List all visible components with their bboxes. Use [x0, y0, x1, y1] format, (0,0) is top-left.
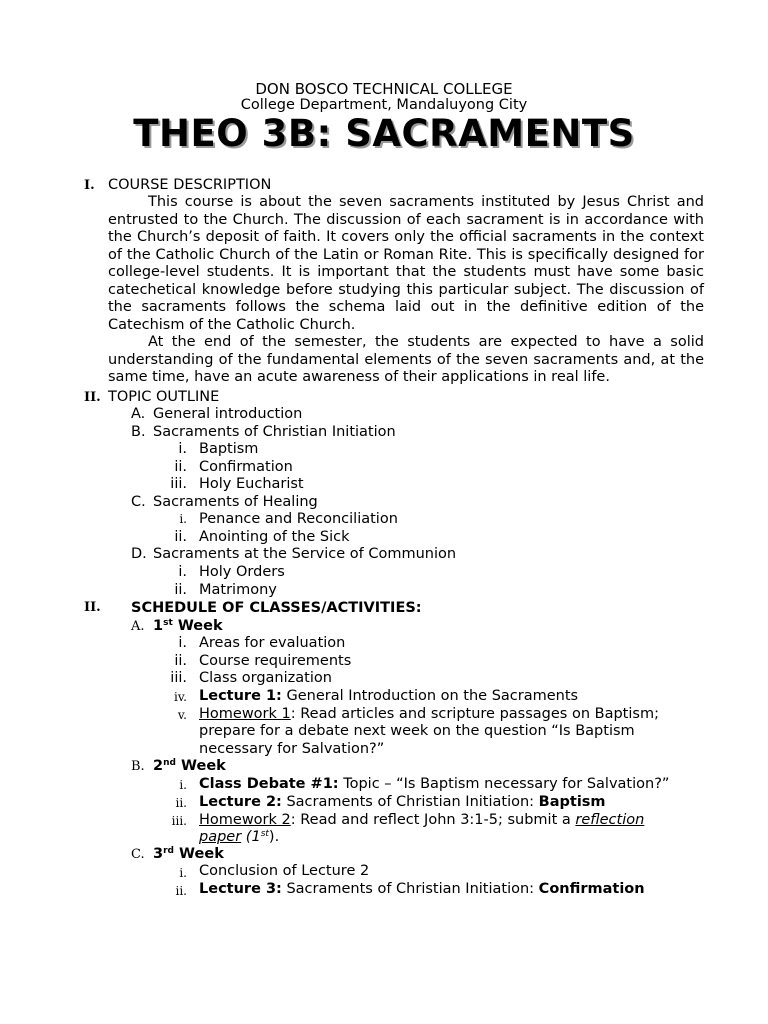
week-heading — [153, 617, 223, 635]
week-letter: A. — [131, 619, 145, 634]
institution-name: DON BOSCO TECHNICAL COLLEGE — [255, 80, 513, 98]
schedule-item-continued: prepare for a debate next week on the question “Is Baptism — [199, 723, 635, 739]
item-numeral: ii. — [174, 653, 187, 669]
week-label: Week — [177, 618, 223, 634]
outline-subitem: Baptism — [199, 441, 259, 458]
homework-text: : Read articles and scripture passages on Baptism; — [290, 706, 659, 722]
week-number: 2 — [153, 758, 164, 774]
homework-text: : Read and reflect John 3:1-5; submit a — [290, 812, 576, 828]
outline-item: Sacraments of Healing — [153, 493, 318, 510]
schedule-item: Areas for evaluation — [199, 635, 346, 651]
reflection-link: paper — [199, 829, 242, 845]
course-description — [108, 194, 704, 387]
department-name: College Department, Mandaluyong City — [240, 97, 528, 113]
item-numeral: v. — [177, 708, 187, 722]
section-numeral: I. — [84, 178, 95, 193]
schedule-item-continued — [199, 828, 279, 846]
lecture-label: Lecture 2: — [199, 794, 282, 810]
item-numeral: iv. — [173, 690, 187, 704]
description-paragraph: At the end of the semester, the students are expected to have a solid understanding of the fundamental elements of the seven sacraments and, at the same time, have an acute awareness of their applications in real life. — [108, 334, 704, 385]
schedule-item-continued: necessary for Salvation?” — [199, 741, 385, 757]
lecture-label: Lecture 3: — [199, 881, 282, 897]
section-heading: SCHEDULE OF CLASSES/ACTIVITIES: — [131, 600, 422, 616]
section-heading: TOPIC OUTLINE — [108, 389, 220, 405]
lecture-topic: Confirmation — [538, 881, 645, 897]
outline-numeral: ii. — [174, 581, 187, 598]
outline-numeral: ii. — [174, 528, 187, 545]
lecture-text: Sacraments of Christian Initiation: — [281, 881, 539, 897]
week-ordinal: rd — [163, 846, 174, 856]
outline-subitem: Anointing of the Sick — [199, 528, 350, 545]
section-heading: COURSE DESCRIPTION — [108, 177, 272, 193]
week-heading — [153, 757, 226, 775]
schedule-item: Course requirements — [199, 653, 352, 669]
schedule-item — [199, 775, 669, 793]
week-label: Week — [179, 846, 224, 862]
item-numeral: ii. — [175, 796, 187, 810]
homework-link: Homework 2 — [199, 812, 291, 828]
outline-letter: C. — [131, 493, 146, 510]
item-numeral: iii. — [171, 814, 187, 828]
week-number: 1 — [153, 618, 164, 634]
lecture-label: Lecture 1: — [199, 688, 282, 704]
outline-subitem: Confirmation — [199, 458, 293, 475]
description-paragraph: This course is about the seven sacraments instituted by Jesus Christ and entrusted to the Church. The discussion of each sacrament is in accordance with the Church’s deposit of faith. It covers only the official sacraments in the context of the Catholic Church of the Latin or Roman Rite. This is specifically designed for college-level students. It is important that the students must have some basic catechetical knowledge before studying this particular subject. The discussion of the sacraments follows the schema laid out in the definitive edition of the Catechism of the Catholic Church. — [108, 194, 704, 333]
schedule-item — [199, 811, 644, 829]
homework-link: Homework 1 — [199, 706, 291, 722]
ordinal-sup: st — [260, 829, 269, 839]
item-numeral: i. — [178, 635, 187, 651]
section-numeral: II. — [84, 600, 101, 615]
outline-numeral: iii. — [170, 476, 187, 493]
reflection-link: reflection — [575, 812, 645, 828]
outline-numeral: ii. — [174, 458, 187, 475]
schedule-item — [199, 687, 578, 705]
item-numeral: i. — [179, 866, 187, 880]
outline-item: General introduction — [153, 406, 303, 422]
week-letter: C. — [131, 847, 145, 862]
item-numeral: i. — [179, 778, 187, 792]
outline-letter: D. — [131, 546, 147, 563]
paren-open: (1 — [241, 829, 261, 845]
item-numeral: iii. — [170, 670, 187, 686]
schedule-item — [199, 793, 606, 811]
week-heading — [153, 845, 224, 863]
outline-subitem: Penance and Reconciliation — [199, 511, 398, 528]
lecture-text: Sacraments of Christian Initiation: — [281, 794, 539, 810]
outline-numeral: i. — [178, 563, 187, 580]
course-title: THEO 3B: SACRAMENTS — [133, 112, 635, 155]
lecture-text: General Introduction on the Sacraments — [281, 688, 579, 704]
schedule-item: Conclusion of Lecture 2 — [199, 863, 370, 879]
outline-letter: A. — [131, 406, 146, 422]
section-numeral: II. — [84, 390, 101, 405]
debate-label: Class Debate #1: — [199, 776, 339, 792]
week-letter: B. — [131, 759, 145, 774]
week-ordinal: nd — [163, 758, 176, 768]
schedule-item — [199, 705, 659, 723]
debate-text: Topic – “Is Baptism necessary for Salvation?” — [338, 776, 670, 792]
week-label: Week — [181, 758, 226, 774]
paren-close: ). — [268, 829, 280, 845]
outline-subitem: Holy Eucharist — [199, 476, 304, 493]
outline-subitem: Matrimony — [199, 581, 277, 598]
outline-letter: B. — [131, 423, 146, 440]
item-numeral: ii. — [175, 884, 187, 898]
outline-numeral: i. — [179, 512, 187, 527]
schedule-item — [199, 880, 645, 898]
outline-subitem: Holy Orders — [199, 563, 285, 580]
week-ordinal: st — [163, 618, 173, 628]
outline-item: Sacraments at the Service of Communion — [153, 546, 457, 563]
outline-item: Sacraments of Christian Initiation — [153, 423, 396, 440]
lecture-topic: Baptism — [538, 794, 606, 810]
outline-numeral: i. — [178, 441, 187, 458]
week-number: 3 — [153, 846, 164, 862]
schedule-item: Class organization — [199, 670, 332, 686]
